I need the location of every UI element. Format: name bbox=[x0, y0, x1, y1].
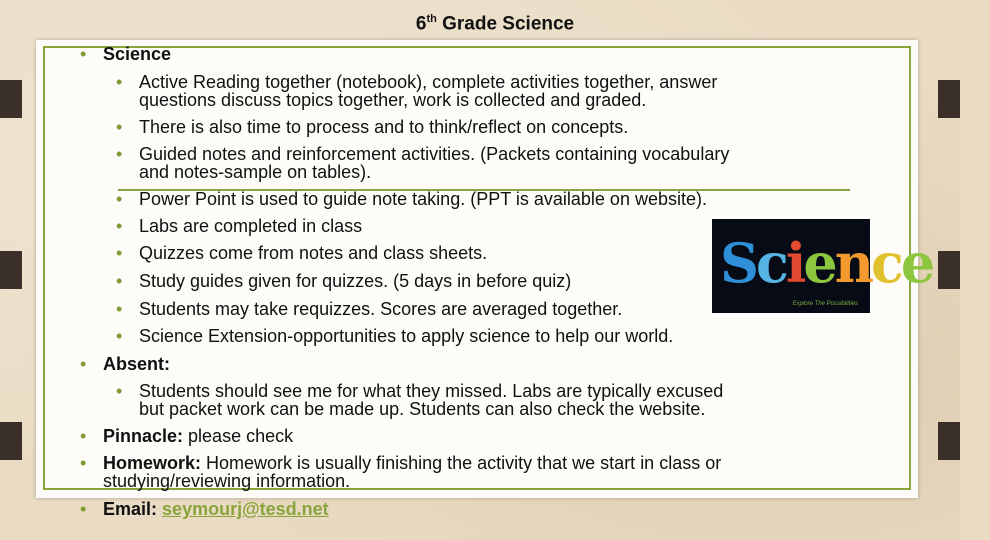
section-homework: Homework: Homework is usually finishing the activity that we start in class or bbox=[103, 453, 722, 473]
bullet-icon: • bbox=[80, 499, 87, 519]
science-logo-word: Science bbox=[720, 231, 933, 295]
bullet-icon: • bbox=[116, 243, 123, 263]
science-item-8: Students may take requizzes. Scores are averaged together. bbox=[139, 299, 623, 319]
section-pinnacle: Pinnacle: please check bbox=[103, 426, 294, 446]
science-item-9: Science Extension-opportunities to apply science to help our world. bbox=[139, 326, 674, 346]
bullet-icon: • bbox=[116, 381, 123, 401]
bullet-icon: • bbox=[116, 144, 123, 164]
absent-item-1-cont: but packet work can be made up. Students can also check the website. bbox=[139, 399, 706, 419]
science-item-3: Guided notes and reinforcement activities. (Packets containing vocabulary bbox=[139, 144, 730, 164]
science-item-1-cont: questions discuss topics together, work is collected and graded. bbox=[139, 90, 647, 110]
section-email: Email: seymourj@tesd.net bbox=[103, 499, 329, 519]
bullet-icon: • bbox=[116, 117, 123, 137]
bullet-icon: • bbox=[80, 453, 87, 473]
section-absent: Absent: bbox=[103, 354, 170, 374]
slide-title: 6th Grade Science bbox=[415, 13, 575, 35]
science-item-6: Quizzes come from notes and class sheets. bbox=[139, 243, 488, 263]
bullet-icon: • bbox=[116, 299, 123, 319]
bullet-icon: • bbox=[116, 216, 123, 236]
bullet-icon: • bbox=[116, 189, 123, 209]
science-logo bbox=[712, 219, 933, 313]
section-science: Science bbox=[103, 44, 172, 64]
bullet-icon: • bbox=[80, 44, 87, 64]
logo-tagline: Explore The Possibilities bbox=[792, 301, 858, 307]
absent-item-1: Students should see me for what they missed. Labs are typically excused bbox=[139, 381, 724, 401]
bullet-icon: • bbox=[116, 326, 123, 346]
science-item-7: Study guides given for quizzes. (5 days in before quiz) bbox=[139, 271, 572, 291]
science-item-3-cont: and notes-sample on tables). bbox=[139, 162, 372, 182]
bullet-icon: • bbox=[80, 426, 87, 446]
bullet-icon: • bbox=[116, 271, 123, 291]
science-item-2: There is also time to process and to think/reflect on concepts. bbox=[139, 117, 629, 137]
science-item-5: Labs are completed in class bbox=[139, 216, 363, 236]
homework-cont: studying/reviewing information. bbox=[103, 471, 351, 491]
science-item-4: Power Point is used to guide note taking. (PPT is available on website). bbox=[139, 189, 707, 209]
science-item-1: Active Reading together (notebook), complete activities together, answer bbox=[139, 72, 718, 92]
bullet-icon: • bbox=[116, 72, 123, 92]
bullet-icon: • bbox=[80, 354, 87, 374]
email-link[interactable]: seymourj@tesd.net bbox=[162, 499, 329, 519]
